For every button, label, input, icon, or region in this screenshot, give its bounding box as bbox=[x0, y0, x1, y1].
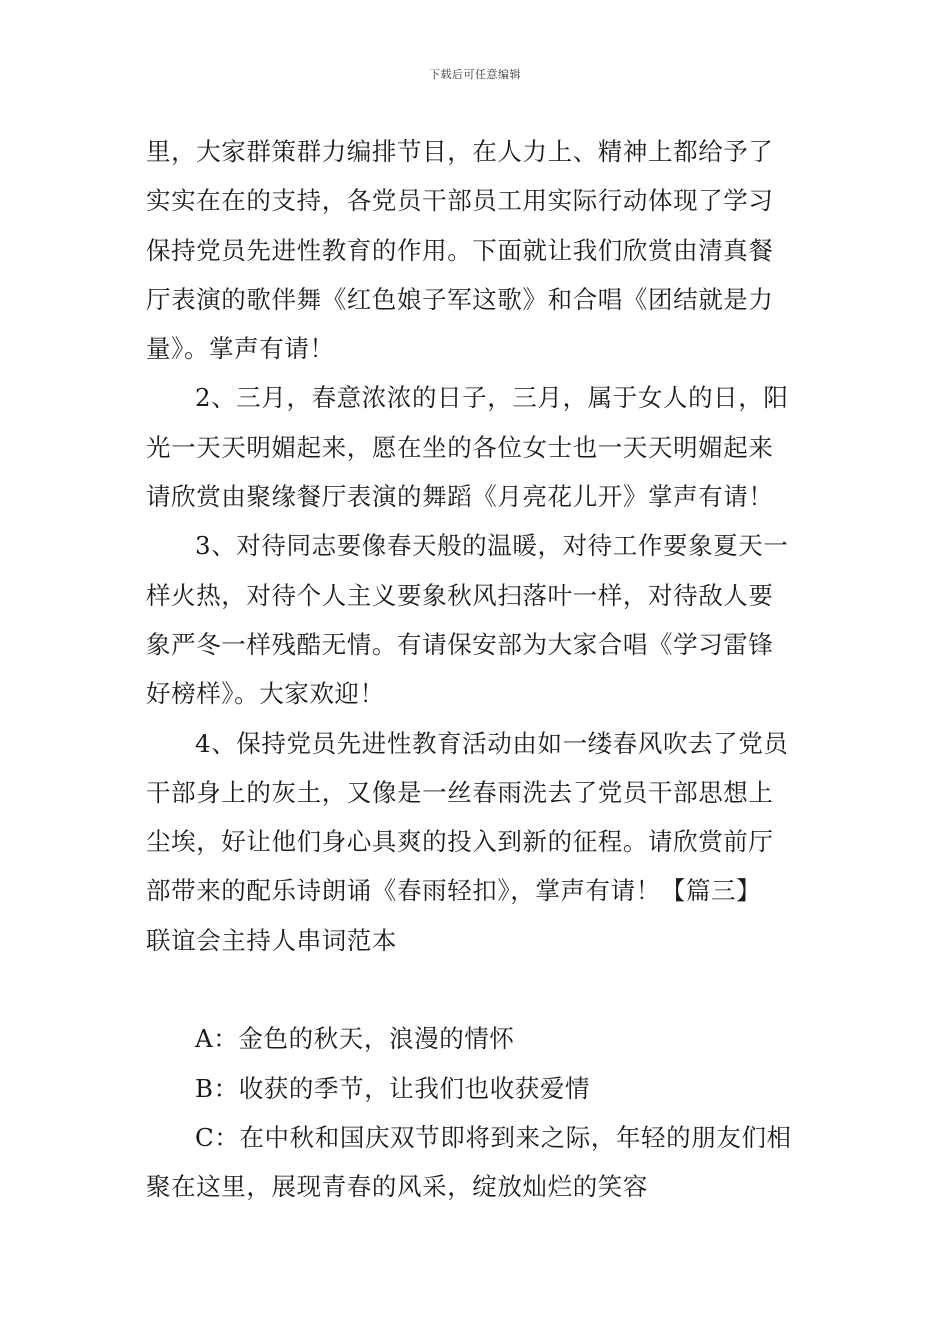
paragraph-3-start: 3、对待同志要像春天般的温暖，对待工作要象夏天一 bbox=[195, 531, 789, 561]
text-line: 里，大家群策群力编排节目，在人力上、精神上都给予了 bbox=[146, 137, 774, 166]
text-line: 请欣赏由聚缘餐厅表演的舞蹈《月亮花儿开》掌声有请！ bbox=[146, 482, 774, 512]
text-line: 象严冬一样残酷无情。有请保安部为大家合唱《学习雷锋 bbox=[146, 629, 774, 659]
text-line: 量》。掌声有请！ bbox=[146, 334, 335, 364]
text-line: 厅表演的歌伴舞《红色娘子军这歌》和合唱《团结就是力 bbox=[146, 284, 774, 314]
text-line: 实实在在的支持，各党员干部员工用实际行动体现了学习 bbox=[146, 186, 774, 216]
dialogue-line-c: C：在中秋和国庆双节即将到来之际，年轻的朋友们相 bbox=[195, 1122, 792, 1152]
text-line: 样火热，对待个人主义要象秋风扫落叶一样，对待敌人要 bbox=[146, 580, 774, 610]
text-line: 光一天天明媚起来，愿在坐的各位女士也一天天明媚起来 bbox=[146, 432, 774, 462]
text-line: 好榜样》。大家欢迎！ bbox=[146, 679, 385, 709]
document-body bbox=[146, 127, 814, 1212]
text-line: 部带来的配乐诗朗诵《春雨轻扣》，掌声有请！【篇三】 bbox=[146, 876, 762, 906]
text-line: 聚在这里，展现青春的风采，绽放灿烂的笑容 bbox=[146, 1172, 648, 1202]
text-line: 干部身上的灰土，又像是一丝春雨洗去了党员干部思想上 bbox=[146, 777, 774, 807]
text-line: 保持党员先进性教育的作用。下面就让我们欣赏由清真餐 bbox=[146, 235, 774, 265]
paragraph-4-start: 4、保持党员先进性教育活动由如一缕春风吹去了党员 bbox=[195, 728, 789, 758]
dialogue-line-b: B：收获的季节，让我们也收获爱情 bbox=[195, 1073, 591, 1103]
text-line: 尘埃，好让他们身心具爽的投入到新的征程。请欣赏前厅 bbox=[146, 827, 774, 857]
paragraph-2-start: 2、三月，春意浓浓的日子，三月，属于女人的日，阳 bbox=[195, 383, 789, 413]
dialogue-line-a: A：金色的秋天，浪漫的情怀 bbox=[195, 1024, 515, 1054]
section-title: 联谊会主持人串词范本 bbox=[146, 925, 397, 955]
header-note: 下载后可任意编辑 bbox=[429, 68, 521, 81]
blank-spacer bbox=[146, 965, 814, 1014]
